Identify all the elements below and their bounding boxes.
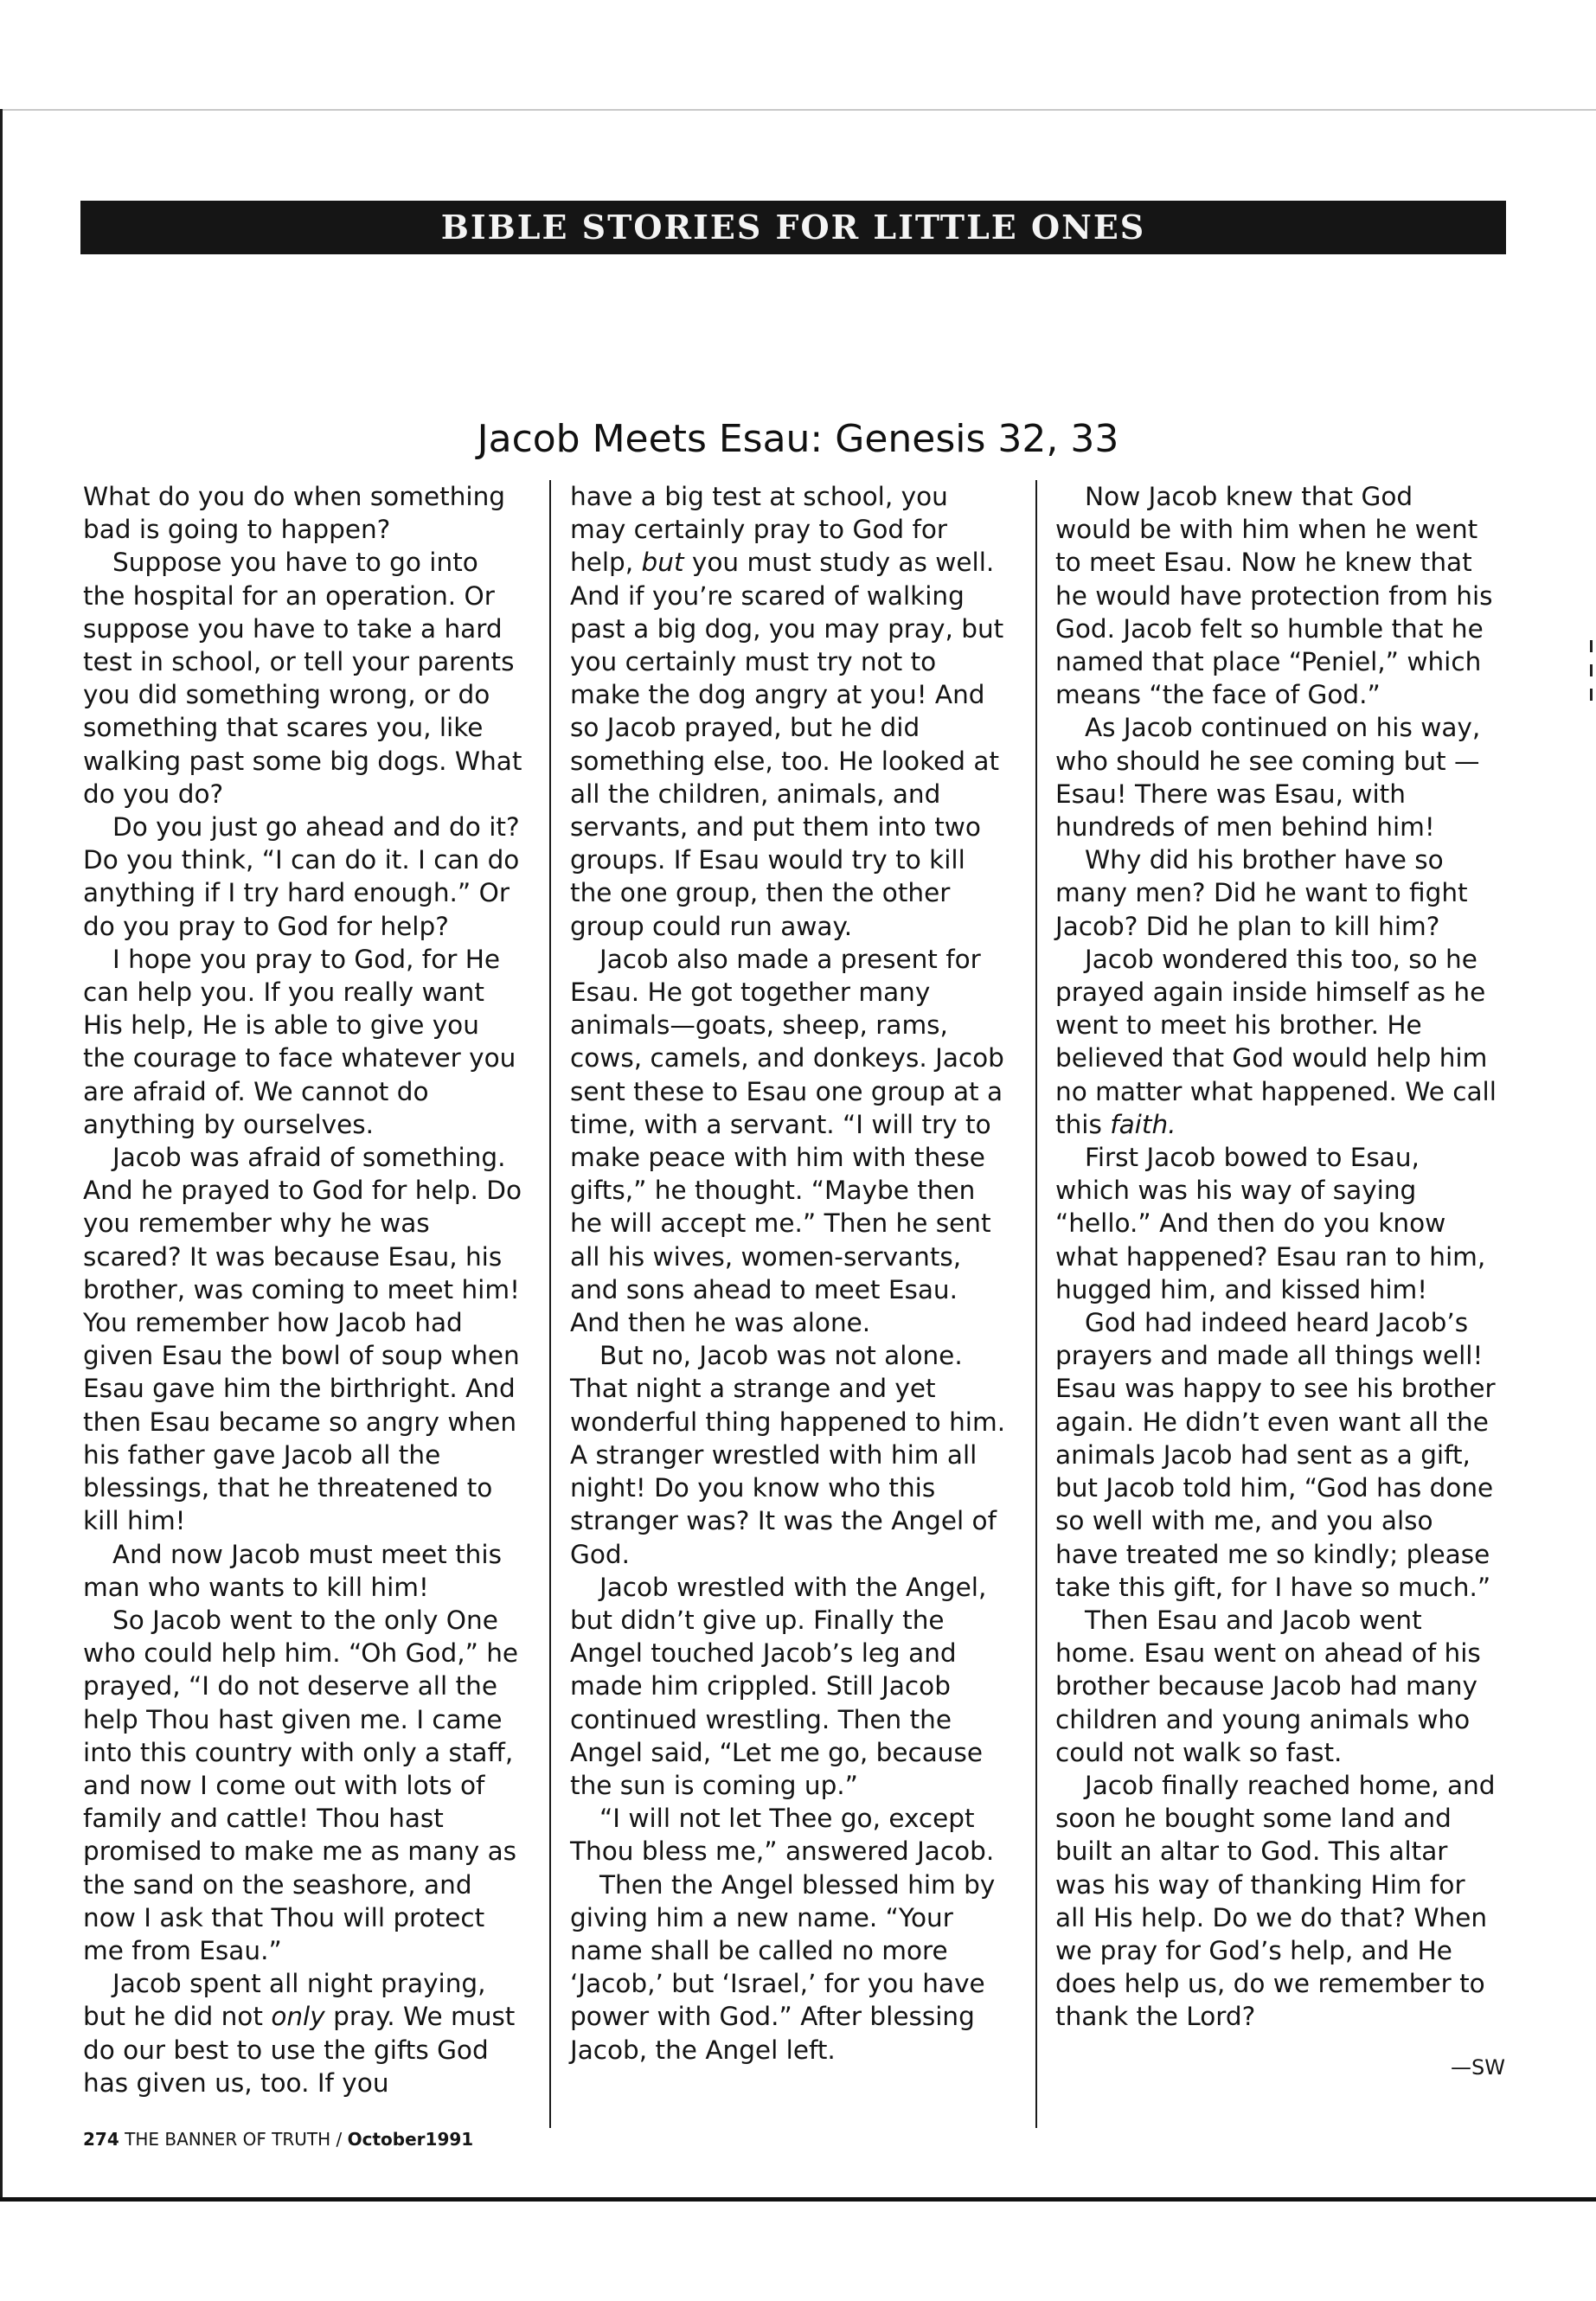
paragraph: Now Jacob knew that God would be with him when he went to meet Esau. Now he knew that he would have protection from his God. Jacob felt so humble that he named that place “Peniel,” which means “the face of God.”	[1055, 482, 1493, 710]
paragraph: “I will not let Thee go, except Thou bless me,” answered Jacob.	[570, 1804, 995, 1867]
paragraph: What do you do when something bad is going to happen?	[83, 482, 506, 545]
publication-name: THE BANNER OF TRUTH /	[125, 2129, 348, 2150]
paragraph: God had indeed heard Jacob’s prayers and made all things well! Esau was happy to see his brother again. He didn’t even want all the animals Jacob had sent as a gift, but Jacob told him, “God has done so well with me, and you also have treated me so kindly; please take this gift, for I have so much.”	[1055, 1308, 1496, 1602]
paragraph: Suppose you have to go into the hospital for an operation. Or suppose you have to take a hard test in school, or tell your parents you did something wrong, or do something that scares you, like walking past some big dogs. What do you do?	[83, 548, 522, 809]
paragraph: As Jacob continued on his way, who should he see coming but —Esau! There was Esau, with hundreds of men behind him!	[1055, 713, 1481, 843]
paragraph: But no, Jacob was not alone. That night a strange and yet wonderful thing happened to him. A stranger wrestled with him all night! Do you know who this stranger was? It was the Angel of God.	[570, 1341, 1006, 1569]
column-divider	[1035, 480, 1037, 2128]
page-number: 274	[83, 2129, 119, 2150]
paragraph: So Jacob went to the only One who could help him. “Oh God,” he prayed, “I do not deserve all the help Thou hast given me. I came into this country with only a staff, and now I come out with lots of family and cattle! Thou hast promised to make me as many as the sand on the seashore, and now I ask that Thou will protect me from Esau.”	[83, 1605, 519, 1965]
paragraph: Jacob wrestled with the Angel, but didn’t give up. Finally the Angel touched Jacob’s leg and made him crippled. Still Jacob continued wrestling. Then the Angel said, “Let me go, because the sun is coming up.”	[570, 1572, 987, 1800]
text-column-3	[1055, 480, 1497, 2034]
author-signoff: —SW	[1451, 2055, 1505, 2080]
section-banner: BIBLE STORIES FOR LITTLE ONES	[80, 201, 1506, 254]
paragraph: Jacob spent all night praying, but he did not only pray. We must do our best to use the gifts God has given us, too. If you	[83, 1969, 516, 2098]
paragraph: Jacob wondered this too, so he prayed again inside himself as he went to meet his brother. He believed that God would help him no matter what happened. We call this faith.	[1055, 944, 1497, 1139]
edge-marks	[1590, 640, 1593, 709]
page-footer	[83, 2128, 689, 2150]
paragraph: Then the Angel blessed him by giving him a new name. “Your name shall be called no more ‘Jacob,’ but ‘Israel,’ for you have power with God.” After blessing Jacob, the Angel left.	[570, 1869, 996, 2065]
paragraph: Do you just go ahead and do it? Do you think, “I can do it. I can do anything if I try hard enough.” Or do you pray to God for help?	[83, 812, 520, 941]
article-title: Jacob Meets Esau: Genesis 32, 33	[477, 417, 1119, 461]
column-divider	[549, 480, 551, 2128]
paragraph: I hope you pray to God, for He can help you. If you really want His help, He is able to give you the courage to face whatever you are afraid of. We cannot do anything by ourselves.	[83, 944, 516, 1139]
text-column-2	[570, 480, 1011, 2067]
text-column-1	[83, 480, 524, 2099]
bottom-edge-rule	[0, 2197, 1596, 2202]
paragraph: Then Esau and Jacob went home. Esau went on ahead of his brother because Jacob had many children and young animals who could not walk so fast.	[1055, 1605, 1481, 1767]
paragraph: Jacob finally reached home, and soon he bought some land and built an altar to God. This altar was his way of thanking Him for all His help. Do we do that? When we pray for God’s help, and He does help us, do we remember to thank the Lord?	[1055, 1770, 1496, 2032]
paragraph: have a big test at school, you may certainly pray to God for help, but you must study as well. And if you’re scared of walking past a big dog, you may pray, but you certainly must try not to make the dog angry at you! And so Jacob prayed, but he did something else, too. He looked at all the children, animals, and servants, and put them into two groups. If Esau would try to kill the one group, then the other group could run away.	[570, 482, 1004, 941]
paragraph: First Jacob bowed to Esau, which was his way of saying “hello.” And then do you know what happened? Esau ran to him, hugged him, and kissed him!	[1055, 1143, 1486, 1304]
paragraph: And now Jacob must meet this man who wants to kill him!	[83, 1539, 502, 1602]
paragraph: Jacob was afraid of something. And he prayed to God for help. Do you remember why he was scared? It was because Esau, his brother, was coming to meet him! You remember how Jacob had given Esau the bowl of soup when Esau gave him the birthright. And then Esau became so angry when his father gave Jacob all the blessings, that he threatened to kill him!	[83, 1143, 522, 1536]
issue-date: October1991	[347, 2129, 474, 2150]
top-edge-rule	[0, 109, 1596, 111]
paragraph: Why did his brother have so many men? Did he want to fight Jacob? Did he plan to kill him?	[1055, 845, 1468, 941]
paragraph: Jacob also made a present for Esau. He got together many animals—goats, sheep, rams, cows, camels, and donkeys. Jacob sent these to Esau one group at a time, with a servant. “I will try to make peace with him with these gifts,” he thought. “Maybe then he will accept me.” Then he sent all his wives, women-servants, and sons ahead to meet Esau. And then he was alone.	[570, 944, 1004, 1338]
